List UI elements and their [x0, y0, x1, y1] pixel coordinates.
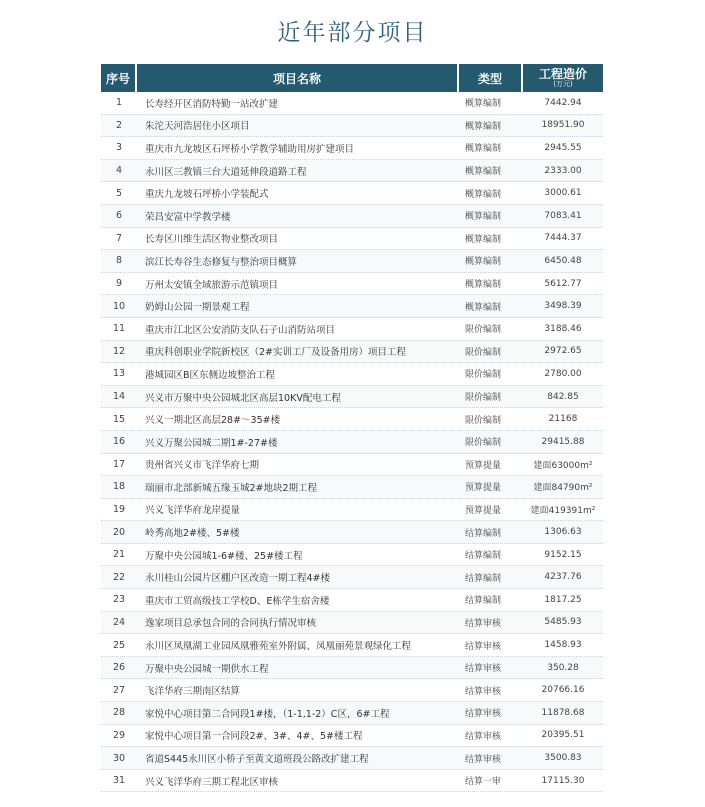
cell-type: 限价编制: [465, 438, 502, 449]
cell-no: 28: [112, 707, 126, 719]
cell-type: 限价编制: [465, 393, 502, 404]
table-row: [101, 499, 603, 522]
cell-no: 15: [112, 413, 126, 425]
cell-cost: 2945.55: [544, 142, 582, 153]
cell-type: 结算审核: [465, 664, 502, 675]
cell-type: 限价编制: [465, 347, 502, 358]
cell-cost: 3188.46: [544, 323, 582, 334]
cell-cost: 350.28: [547, 662, 579, 673]
table-row: [101, 160, 603, 183]
cell-name: 兴义一期北区高层28#～35#楼: [145, 415, 281, 427]
cell-name: 荣昌安富中学教学楼: [145, 211, 231, 223]
cell-name: 万聚中央公园城1-6#楼、25#楼工程: [145, 550, 303, 562]
cell-name: 重庆市九龙坡区石坪桥小学教学辅助用房扩建项目: [145, 143, 355, 155]
cell-no: 16: [112, 436, 126, 448]
table-row: [101, 612, 603, 635]
cell-type: 概算编制: [465, 189, 502, 200]
cell-name: 省道S445永川区小桥子至黄文道班段公路改扩建工程: [145, 754, 369, 766]
cell-no: 13: [112, 368, 126, 380]
cell-no: 11: [112, 323, 126, 335]
cell-cost: 29415.88: [541, 436, 585, 447]
cell-cost: 5612.77: [544, 278, 582, 289]
cell-name: 奶姆山公园一期景观工程: [145, 302, 250, 314]
cell-type: 限价编制: [465, 415, 502, 426]
cell-no: 30: [112, 752, 126, 764]
cell-no: 10: [112, 300, 126, 312]
cell-name: 重庆科创职业学院新校区（2#实训工厂及设备用房）项目工程: [145, 347, 407, 359]
projects-table: [101, 64, 603, 792]
cell-cost: 4237.76: [544, 572, 582, 583]
table-row: [101, 92, 603, 115]
table-row: [101, 250, 603, 273]
cell-type: 预算提量: [465, 483, 502, 494]
header-cost-label: 工程造价: [538, 67, 587, 81]
cell-name: 兴义市万聚中央公园城北区高层10KV配电工程: [145, 392, 341, 404]
cell-no: 6: [115, 210, 123, 222]
cell-type: 结算编制: [465, 528, 502, 539]
table-row: [101, 408, 603, 431]
cell-cost: 842.85: [547, 391, 579, 402]
table-header: [101, 64, 603, 92]
cell-no: 26: [112, 662, 126, 674]
header-type: 类型: [459, 64, 523, 92]
cell-cost: 21168: [548, 414, 578, 425]
cell-cost: 18951.90: [541, 120, 585, 131]
cell-name: 永川区凤凰湖工业园凤凰雅苑室外附属、凤凰丽苑景观绿化工程: [145, 641, 412, 653]
cell-cost: 20395.51: [541, 730, 585, 741]
cell-cost: 3498.39: [544, 301, 582, 312]
cell-cost: 1817.25: [544, 594, 582, 605]
cell-type: 概算编制: [465, 144, 502, 155]
cell-type: 结算审核: [465, 709, 502, 720]
table-row: [101, 137, 603, 160]
cell-type: 限价编制: [465, 325, 502, 336]
cell-cost: 2780.00: [544, 368, 582, 379]
cell-no: 3: [115, 142, 123, 154]
cell-name: 飞洋华府三期南区结算: [145, 686, 241, 698]
cell-name: 重庆九龙坡石坪桥小学装配式: [145, 189, 269, 201]
cell-name: 重庆市江北区公安消防支队石子山消防站项目: [145, 324, 336, 336]
cell-no: 27: [112, 684, 126, 696]
cell-cost: 20766.16: [541, 685, 585, 696]
table-row: [101, 454, 603, 477]
cell-name: 万聚中央公园城一期供水工程: [145, 663, 269, 675]
cell-name: 兴义飞洋华府三期工程北区审核: [145, 776, 279, 788]
cell-type: 结算审核: [465, 686, 502, 697]
cell-type: 结算编制: [465, 573, 502, 584]
cell-type: 概算编制: [465, 121, 502, 132]
header-no: 序号: [101, 64, 137, 92]
cell-cost: 建面63000m²: [533, 460, 593, 471]
cell-name: 家悦中心项目第一合同段2#、3#、4#、5#楼工程: [145, 731, 363, 743]
table-row: [101, 521, 603, 544]
cell-name: 长寿经开区消防特勤一站改扩建: [145, 98, 279, 110]
cell-type: 概算编制: [465, 234, 502, 245]
cell-cost: 17115.30: [541, 775, 585, 786]
cell-no: 23: [112, 594, 126, 606]
cell-name: 朱沱天河浩居住小区项目: [145, 121, 250, 133]
cell-cost: 5485.93: [544, 617, 582, 628]
cell-no: 4: [115, 165, 123, 177]
cell-no: 12: [112, 345, 126, 357]
cell-no: 24: [112, 616, 126, 628]
cell-cost: 7442.94: [544, 97, 582, 108]
table-row: [101, 341, 603, 364]
table-row: [101, 205, 603, 228]
cell-no: 2: [115, 119, 123, 131]
cell-type: 预算提量: [465, 505, 502, 516]
table-row: [101, 363, 603, 386]
table-row: [101, 228, 603, 251]
cell-no: 21: [112, 549, 126, 561]
cell-cost: 1306.63: [544, 527, 582, 538]
cell-cost: 1458.93: [544, 640, 582, 651]
cell-no: 5: [115, 187, 123, 199]
header-name: 项目名称: [137, 64, 459, 92]
cell-type: 概算编制: [465, 99, 502, 110]
cell-type: 概算编制: [465, 280, 502, 291]
cell-type: 结算编制: [465, 596, 502, 607]
table-row: [101, 702, 603, 725]
cell-no: 29: [112, 729, 126, 741]
cell-no: 1: [115, 97, 123, 109]
cell-type: 概算编制: [465, 167, 502, 178]
cell-cost: 2972.65: [544, 346, 582, 357]
table-body: [101, 92, 603, 792]
table-row: [101, 725, 603, 748]
cell-type: 概算编制: [465, 257, 502, 268]
table-row: [101, 431, 603, 454]
cell-cost: 7444.37: [544, 233, 582, 244]
cell-cost: 3000.61: [544, 188, 582, 199]
cell-cost: 6450.48: [544, 255, 582, 266]
table-row: [101, 679, 603, 702]
table-row: [101, 476, 603, 499]
cell-cost: 建面419391m²: [530, 505, 596, 516]
cell-name: 滨江长寿谷生态修复与整治项目概算: [145, 256, 298, 268]
cell-name: 重庆市工贸高级技工学校D、E栋学生宿舍楼: [145, 595, 330, 607]
cell-name: 兴义飞洋华府龙岸提量: [145, 505, 241, 517]
cell-no: 19: [112, 503, 126, 515]
cell-type: 结算审核: [465, 641, 502, 652]
table-row: [101, 589, 603, 612]
cell-type: 限价编制: [465, 370, 502, 381]
table-row: [101, 295, 603, 318]
cell-cost: 2333.00: [544, 165, 582, 176]
table-row: [101, 273, 603, 296]
cell-name: 永川桂山公园片区棚户区改造一期工程4#楼: [145, 573, 331, 585]
header-cost: [523, 64, 603, 92]
cell-type: 结算编制: [465, 551, 502, 562]
cell-no: 18: [112, 481, 126, 493]
table-row: [101, 386, 603, 409]
cell-name: 万州太安镇全域旅游示范镇项目: [145, 279, 279, 291]
cell-cost: 3500.83: [544, 753, 582, 764]
cell-name: 贵州省兴义市飞洋华府七期: [145, 460, 260, 472]
cell-type: 预算提量: [465, 460, 502, 471]
cell-cost: 9152.15: [544, 549, 582, 560]
cell-no: 17: [112, 458, 126, 470]
page-title: 近年部分项目: [277, 20, 428, 46]
cell-type: 结算审核: [465, 754, 502, 765]
cell-name: 瑞丽市北部新城五缘玉城2#地块2期工程: [145, 482, 318, 494]
cell-no: 8: [115, 255, 123, 267]
cell-name: 岭秀高地2#楼、5#楼: [145, 528, 240, 540]
cell-name: 港城园区B区东侧边坡整治工程: [145, 369, 276, 381]
table-row: [101, 634, 603, 657]
table-row: [101, 566, 603, 589]
cell-no: 25: [112, 639, 126, 651]
cell-no: 20: [112, 526, 126, 538]
cell-no: 22: [112, 571, 126, 583]
table-row: [101, 657, 603, 680]
cell-cost: 7083.41: [544, 210, 582, 221]
cell-no: 9: [115, 278, 123, 290]
cell-type: 结算审核: [465, 618, 502, 629]
cell-no: 7: [115, 232, 123, 244]
cell-name: 永川区三教镇三台大道延伸段道路工程: [145, 166, 307, 178]
header-cost-unit: (万元): [553, 80, 573, 88]
table-row: [101, 182, 603, 205]
cell-type: 概算编制: [465, 212, 502, 223]
cell-no: 14: [112, 391, 126, 403]
cell-name: 家悦中心项目第二合同段1#楼，（1-1,1-2）C区，6#工程: [145, 708, 390, 720]
cell-name: 兴义万聚公园城二期1#-27#楼: [145, 437, 278, 449]
cell-cost: 建面84790m²: [533, 483, 593, 494]
cell-type: 结算审核: [465, 731, 502, 742]
table-row: [101, 115, 603, 138]
cell-cost: 11878.68: [541, 707, 585, 718]
cell-name: 长寿区川维生活区物业整改项目: [145, 234, 279, 246]
table-row: [101, 770, 603, 793]
cell-type: 概算编制: [465, 302, 502, 313]
table-row: [101, 318, 603, 341]
table-row: [101, 544, 603, 567]
cell-no: 31: [112, 775, 126, 787]
cell-name: 逸家项目总承包合同的合同执行情况审核: [145, 618, 317, 630]
cell-type: 结算一审: [465, 777, 502, 788]
table-row: [101, 747, 603, 770]
